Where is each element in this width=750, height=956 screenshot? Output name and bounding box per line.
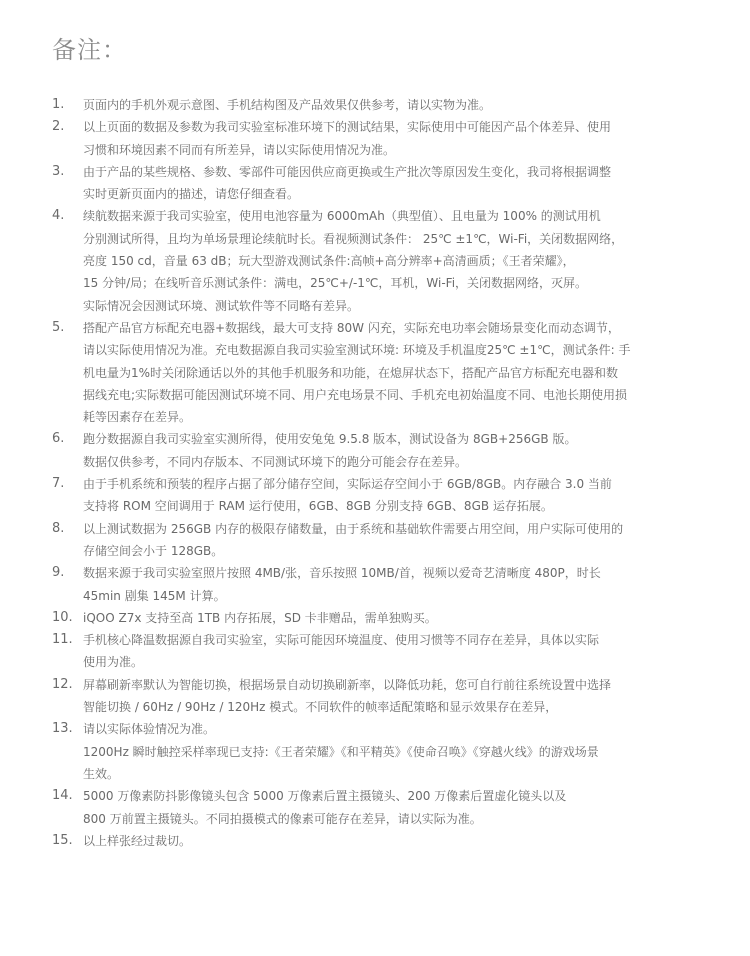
note-text [83,629,713,674]
note-line: 以上样张经过裁切。 [83,833,192,848]
note-number: 15. [52,832,73,848]
note-line: 屏幕刷新率默认为智能切换，根据场景自动切换刷新率，以降低功耗，您可自行前往系统设置中选择 [83,677,612,692]
note-number: 4. [52,208,65,224]
note-number: 14. [52,788,73,804]
note-number: 2. [52,119,65,135]
note-item [0,94,750,116]
note-line: 习惯和环境因素不同而有所差异，请以实际使用情况为准。 [83,142,396,157]
note-line: 亮度 150 cd，音量 63 dB；玩大型游戏测试条件:高帧+高分辨率+高清画质；《王者荣耀》， [83,254,575,269]
note-line: 机电量为1%时关闭除通话以外的其他手机服务和功能，在熄屏状态下，搭配产品官方标配充电器和数 [83,365,619,380]
note-text [83,317,713,428]
note-text [83,785,713,830]
note-line: 智能切换 / 60Hz / 90Hz / 120Hz 模式。不同软件的帧率适配策略和显示效果存在差异， [83,700,558,715]
note-text [83,674,713,719]
note-line: 耗等因素存在差异。 [83,410,192,425]
note-line: 存储空间会小于 128GB。 [83,543,224,558]
note-line: 请以实际体验情况为准。 [83,722,216,737]
note-item [0,718,750,785]
note-item [0,518,750,563]
note-line: 数据仅供参考，不同内存版本、不同测试环境下的跑分可能会存在差异。 [83,454,468,469]
note-line: 由于手机系统和预装的程序占据了部分储存空间，实际运存空间小于 6GB/8GB。内存融合 3.0 当前 [83,477,612,492]
note-item [0,562,750,607]
note-text [83,518,713,563]
note-number: 3. [52,163,65,179]
note-line: iQOO Z7x 支持至高 1TB 内存拓展，SD 卡非赠品，需单独购买。 [83,610,437,625]
note-text [83,718,713,785]
note-item [0,607,750,629]
note-text [83,607,713,629]
note-item [0,428,750,473]
note-number: 13. [52,721,73,737]
note-number: 11. [52,632,73,648]
note-number: 8. [52,520,65,536]
note-line: 数据来源于我司实验室照片按照 4MB/张，音乐按照 10MB/首，视频以爱奇艺清晰度 480P，时长 [83,566,601,581]
note-line: 1200Hz 瞬时触控采样率现已支持:《王者荣耀》《和平精英》《使命召唤》《穿越火线》的游戏场景 [83,744,599,759]
note-text [83,830,713,852]
note-line: 以上测试数据为 256GB 内存的极限存储数量，由于系统和基础软件需要占用空间，用户实际可使用的 [83,521,624,536]
note-text [83,116,713,161]
note-number: 12. [52,676,73,692]
notes-list [0,94,750,852]
note-line: 生效。 [83,766,120,781]
note-line: 5000 万像素防抖影像镜头包含 5000 万像素后置主摄镜头、200 万像素后置虚化镜头以及 [83,789,567,804]
note-line: 支持将 ROM 空间调用于 RAM 运行使用，6GB、8GB 分别支持 6GB、8GB 运存拓展。 [83,499,553,514]
note-line: 实际情况会因测试环境、测试软件等不同略有差异。 [83,298,360,313]
note-line: 分别测试所得，且均为单场景理论续航时长。看视频测试条件： 25℃ ±1℃，Wi-Fi，关闭数据网络， [83,231,624,246]
note-number: 10. [52,609,73,625]
note-item [0,205,750,316]
note-item [0,785,750,830]
note-text [83,562,713,607]
note-text [83,205,713,316]
note-text [83,428,713,473]
note-line: 实时更新页面内的描述，请您仔细查看。 [83,187,300,202]
note-line: 续航数据来源于我司实验室，使用电池容量为 6000mAh（典型值）、且电量为 100% 的测试用机 [83,209,601,224]
note-item [0,674,750,719]
note-item [0,629,750,674]
note-item [0,317,750,428]
note-text [83,473,713,518]
note-number: 6. [52,431,65,447]
note-number: 1. [52,97,65,112]
note-line: 以上页面的数据及参数为我司实验室标准环境下的测试结果，实际使用中可能因产品个体差异、使用 [83,120,612,135]
note-line: 页面内的手机外观示意图、手机结构图及产品效果仅供参考，请以实物为准。 [83,98,492,112]
note-line: 使用为准。 [83,655,144,670]
note-line: 手机核心降温数据源自我司实验室，实际可能因环境温度、使用习惯等不同存在差异，具体以实际 [83,633,600,648]
note-line: 15 分钟/局；在线听音乐测试条件：满电，25℃+/-1℃，耳机，Wi-Fi，关闭数据网络，灭屏。 [83,276,588,291]
note-item [0,116,750,161]
note-line: 搭配产品官方标配充电器+数据线，最大可支持 80W 闪充，实际充电功率会随场景变化而动态调节， [83,320,620,335]
note-item [0,473,750,518]
note-item [0,830,750,852]
note-text [83,161,713,206]
note-line: 由于产品的某些规格、参数、零部件可能因供应商更换或生产批次等原因发生变化，我司将根据调整 [83,164,612,179]
note-line: 800 万前置主摄镜头。不同拍摄模式的像素可能存在差异，请以实际为准。 [83,811,482,826]
note-number: 9. [52,565,65,581]
page-title: 备注： [52,36,127,64]
note-line: 跑分数据源自我司实验室实测所得，使用安兔兔 9.5.8 版本，测试设备为 8GB+256GB 版。 [83,432,577,447]
note-line: 请以实际使用情况为准。充电数据源自我司实验室测试环境: 环境及手机温度25℃ ±1℃，测试条件: 手 [83,343,631,358]
note-line: 据线充电;实际数据可能因测试环境不同、用户充电场景不同、手机充电初始温度不同、电池长期使用损 [83,387,628,402]
note-number: 5. [52,319,65,335]
note-text [83,94,713,116]
note-number: 7. [52,476,65,492]
note-item [0,161,750,206]
note-line: 45min 剧集 145M 计算。 [83,588,226,603]
